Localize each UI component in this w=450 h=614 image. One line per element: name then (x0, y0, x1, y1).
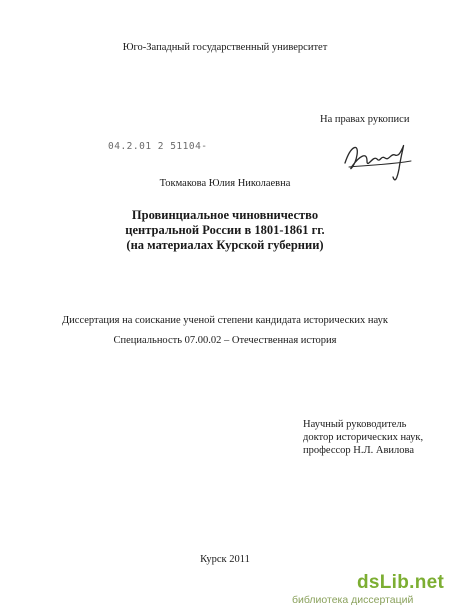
title-line: (на материалах Курской губернии) (126, 238, 324, 252)
degree-line: Диссертация на соискание ученой степени кандидата исторических наук (62, 315, 388, 326)
author-name: Токмакова Юлия Николаевна (159, 178, 291, 189)
dissertation-title (0, 208, 450, 253)
university-name: Юго-Западный государственный университет (122, 42, 328, 53)
advisor-degree: доктор исторических наук, (303, 432, 424, 443)
advisor-role: Научный руководитель (303, 419, 407, 430)
advisor-block (303, 418, 423, 457)
watermark-subtitle: библиотека диссертаций (292, 594, 414, 606)
manuscript-note: На правах рукописи (320, 114, 410, 125)
archive-stamp-number: 04.2.01 2 51104- (108, 141, 208, 152)
watermark-logo: dsLib.net (357, 572, 445, 593)
title-line: центральной России в 1801-1861 гг. (125, 223, 325, 237)
advisor-name: профессор Н.Л. Авилова (303, 445, 414, 456)
title-line: Провинциальное чиновничество (131, 208, 319, 222)
handwritten-signature (337, 125, 417, 185)
city-year: Курск 2011 (200, 554, 250, 565)
specialty-line: Специальность 07.00.02 – Отечественная история (113, 335, 337, 346)
